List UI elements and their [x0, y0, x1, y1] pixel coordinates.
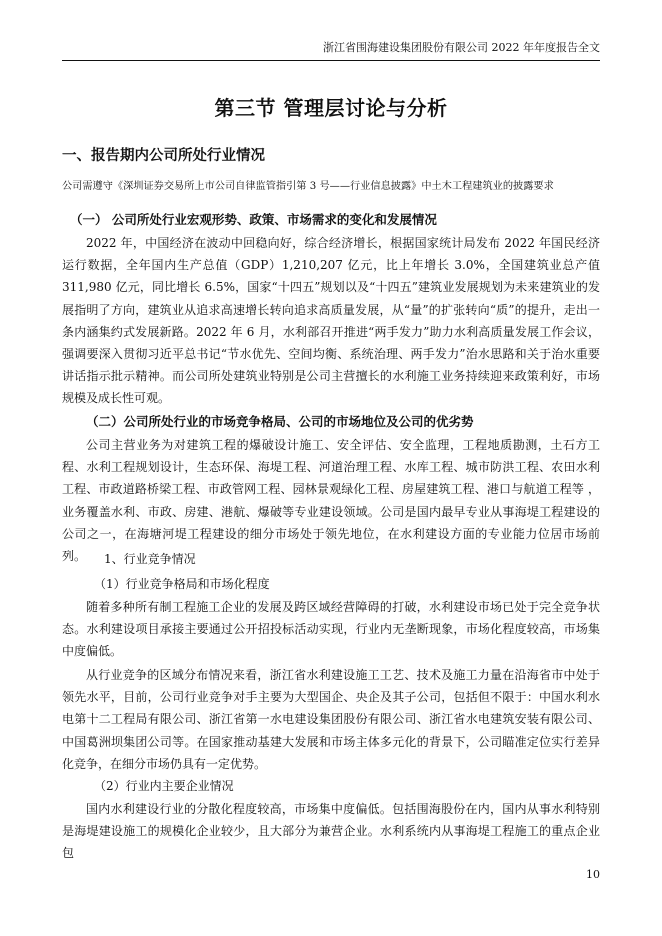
subsection-2-paragraph: 公司主营业务为对建筑工程的爆破设计施工、安全评估、安全监理，工程地质勘测，土石方工程、水利工程规划设计，生态环保、海堤工程、河道治理工程、水库工程、城市防洪工程、农田水利工程、市政道路桥梁工程、市政管网工程、园林景观绿化工程、房屋建筑工程、港口与航道工程等 ，业务覆盖水利、市政、房建、港航、爆破等专业建设领域。公司是国内最早专业从事海堤工程建设的公司之一，在海塘河堤工程建设的细分市场处于领先地位，在水利建设方面的专业能力位居市场前列。 [62, 438, 600, 564]
running-header: 浙江省围海建设集团股份有限公司 2022 年年度报告全文 [323, 41, 600, 54]
disclosure-note: 公司需遵守《深圳证券交易所上市公司自律监管指引第 3 号——行业信息披露》中土木工程建筑业的披露要求 [62, 181, 554, 192]
item-1-2-heading: （2）行业内主要企业情况 [94, 779, 234, 793]
item-1-1-paragraph-a: 随着多种所有制工程施工企业的发展及跨区域经营障碍的打破，水利建设市场已处于完全竞争状态。水利建设项目承接主要通过公开招投标活动实现，行业内无垄断现象，市场化程度较高，市场集中度偏低。 [62, 600, 600, 659]
item-1-1-paragraph-b: 从行业竞争的区域分布情况来看，浙江省水利建设施工工艺、技术及施工力量在沿海省市中处于领先水平，目前，公司行业竞争对手主要为大型国企、央企及其子公司，包括但不限于：中国水利水电第十二工程局有限公司、浙江省第一水电建设集团股份有限公司、浙江省水电建筑安装有限公司、中国葛洲坝集团公司等。在国家推动基建大发展和市场主体多元化的背景下，公司瞄准定位实行差异化竞争，在细分市场仍具有一定优势。 [62, 668, 600, 771]
subsection-1-paragraph: 2022 年，中国经济在波动中回稳向好，综合经济增长，根据国家统计局发布 2022 年国民经济运行数据，全年国内生产总值（GDP）1,210,207 亿元，比上年增长 3.0%，全国建筑业总产值 311,980 亿元，同比增长 6.5%，国家“十四五”规划以及“十四五”建筑业发展规划为未来建筑业的发展指明了方向，建筑业从追求高速增长转向追求高质量发展，从“量”的扩张转向“质”的提升，走出一条内涵集约式发展新路。2022 年 6 月，水利部召开推进“两手发力”助力水利高质量发展工作会议，强调要深入贯彻习近平总书记“节水优先、空间均衡、系统治理、两手发力”治水思路和关于治水重要讲话指示批示精神。而公司所处建筑业特别是公司主营擅长的水利施工业务持续迎来政策利好，市场规模及成长性可观。 [62, 236, 600, 406]
item-1-2-paragraph: 国内水利建设行业的分散化程度较高，市场集中度偏低。包括围海股份在内，国内从事水利特别是海堤建设施工的规模化企业较少，且大部分为兼营企业。水利系统内从事海堤工程施工的重点企业包 [62, 802, 600, 861]
subsection-1-heading: （一） 公司所处行业宏观形势、政策、市场需求的变化和发展情况 [70, 212, 437, 227]
subsection-2-heading: （二）公司所处行业的市场竞争格局、公司的市场地位及公司的优劣势 [86, 414, 474, 429]
item-1-1-heading: （1）行业竞争格局和市场化程度 [94, 577, 270, 591]
item-1-heading: 1、行业竞争情况 [104, 552, 196, 566]
page-number: 10 [586, 868, 600, 881]
heading-industry-situation: 一、报告期内公司所处行业情况 [62, 147, 265, 164]
header-divider [62, 60, 600, 61]
section-title: 第三节 管理层讨论与分析 [214, 96, 448, 120]
